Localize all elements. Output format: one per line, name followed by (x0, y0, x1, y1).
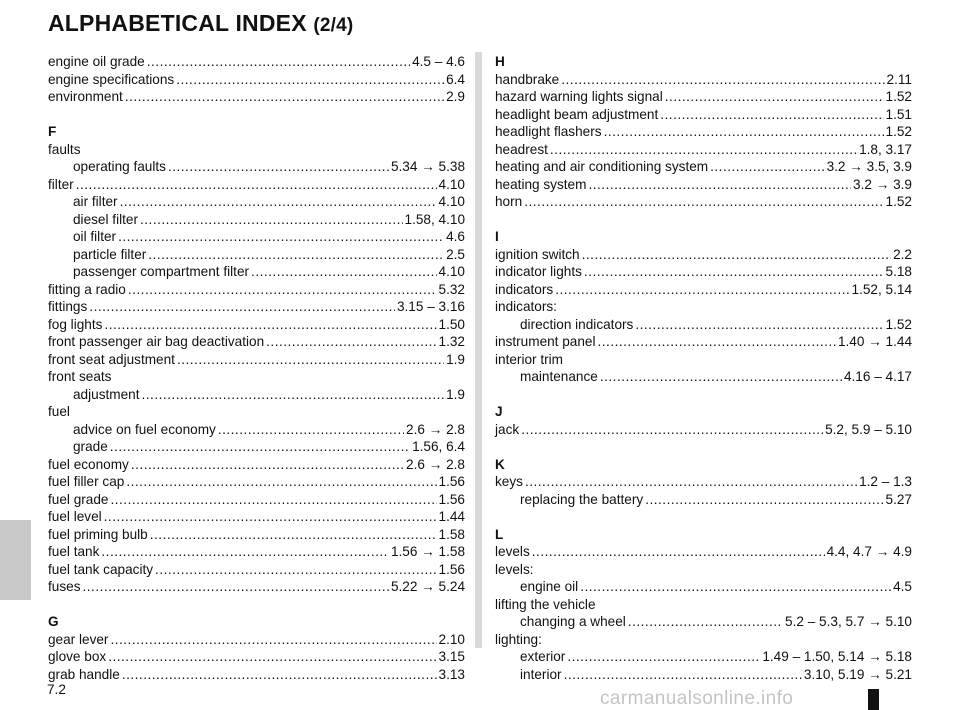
page-reference: 4.10 (438, 194, 465, 209)
index-term: levels: (495, 561, 534, 577)
index-subentry[interactable] (48, 263, 465, 281)
page-reference: 1.58 (438, 526, 465, 542)
index-term: levels (495, 544, 530, 559)
page-reference: 1.8, 3.17 (859, 141, 912, 157)
dot-leader (645, 491, 883, 509)
page-reference: 1.58, 4.10 (404, 211, 465, 227)
index-term: direction indicators (520, 316, 634, 332)
page-reference: 1.52 (885, 89, 912, 104)
page-reference: 3.2 → 3.5, 3.9 (826, 159, 912, 174)
page-reference: 5.32 (438, 281, 465, 297)
page-reference: 4.6 (446, 229, 465, 244)
page-reference: 3.13 (438, 666, 465, 682)
page-reference: 1.52 (885, 194, 912, 209)
page-reference: 1.9 (446, 386, 465, 402)
index-term: fuel tank (48, 544, 100, 559)
index-heading (495, 561, 912, 579)
index-term: air filter (73, 194, 118, 209)
index-entry[interactable] (495, 141, 912, 159)
dot-leader (147, 53, 410, 71)
section-letter: J (495, 404, 503, 419)
dot-leader (550, 141, 857, 159)
index-term: jack (495, 421, 520, 437)
section-tab (0, 520, 31, 600)
index-term: gear lever (48, 631, 109, 647)
dot-leader (131, 456, 404, 474)
spacer (495, 438, 912, 456)
index-term: environment (48, 89, 123, 104)
dot-leader (660, 106, 883, 124)
index-entry[interactable] (495, 281, 912, 299)
spacer (48, 106, 465, 124)
dot-leader (628, 613, 783, 631)
dot-leader (584, 263, 884, 281)
dot-leader (524, 193, 883, 211)
index-term: grade (73, 439, 108, 454)
page-reference: 3.15 (438, 649, 465, 664)
index-heading (495, 596, 912, 614)
page-reference: 1.52, 5.14 (851, 281, 912, 297)
page-reference: 1.56 (438, 561, 465, 577)
page-reference: 2.9 (446, 89, 465, 104)
page-reference: 5.34 → 5.38 (390, 159, 465, 174)
spacer (495, 386, 912, 404)
page-reference: 1.51 (885, 106, 912, 122)
index-term: fittings (48, 299, 88, 314)
title-page-indicator: (2/4) (313, 15, 354, 36)
index-subentry[interactable] (495, 368, 912, 386)
index-term: fuel grade (48, 491, 109, 507)
section-letter: H (495, 54, 505, 69)
index-entry[interactable] (48, 648, 465, 666)
index-entry[interactable] (48, 473, 465, 491)
dot-leader (120, 193, 437, 211)
dot-leader (122, 666, 437, 684)
dot-leader (266, 333, 436, 351)
dot-leader (101, 543, 389, 561)
section-letter: K (495, 456, 505, 472)
index-entry[interactable] (495, 473, 912, 491)
index-entry[interactable] (495, 176, 912, 194)
index-entry[interactable] (48, 333, 465, 351)
dot-leader (665, 88, 884, 106)
index-term: handbrake (495, 71, 560, 87)
index-subentry[interactable] (48, 211, 465, 229)
page-reference: 5.2, 5.9 – 5.10 (825, 421, 912, 437)
index-entry[interactable] (48, 631, 465, 649)
index-heading (48, 403, 465, 421)
page-reference: 6.4 (446, 71, 465, 87)
dot-leader (110, 438, 410, 456)
dot-leader (104, 508, 437, 526)
index-term: fuel tank capacity (48, 561, 154, 577)
dot-leader (168, 158, 389, 176)
dot-leader (110, 631, 436, 649)
section-letter: L (495, 526, 504, 542)
index-entry[interactable] (495, 333, 912, 351)
index-entry[interactable] (48, 281, 465, 299)
dot-leader (218, 421, 404, 439)
index-term: indicators (495, 281, 554, 297)
dot-leader (600, 368, 842, 386)
index-column-left (48, 53, 465, 683)
dot-leader (588, 176, 851, 194)
index-entry[interactable] (495, 71, 912, 89)
dot-leader (177, 351, 444, 369)
index-entry[interactable] (495, 543, 912, 561)
index-term: oil filter (73, 229, 117, 244)
dot-leader (104, 316, 436, 334)
page-reference: 1.56 (438, 491, 465, 507)
index-term: fuel level (48, 509, 102, 524)
index-term: hazard warning lights signal (495, 89, 663, 104)
page-reference: 2.5 (446, 246, 465, 262)
page-reference: 2.10 (438, 631, 465, 647)
index-entry[interactable] (48, 561, 465, 579)
dot-leader (126, 473, 436, 491)
index-term: engine oil (520, 579, 579, 594)
page-reference: 1.9 (446, 351, 465, 367)
index-term: headrest (495, 141, 548, 157)
page-reference: 1.52 (885, 316, 912, 332)
index-subentry[interactable] (48, 421, 465, 439)
dot-leader (148, 246, 444, 264)
index-entry[interactable] (48, 543, 465, 561)
spacer (495, 211, 912, 229)
page-reference: 4.5 – 4.6 (412, 54, 465, 69)
index-entry[interactable] (495, 123, 912, 141)
index-subentry[interactable] (48, 228, 465, 246)
index-entry[interactable] (48, 53, 465, 71)
index-term: interior trim (495, 351, 563, 367)
page-reference: 2.6 → 2.8 (406, 456, 465, 472)
page-reference: 1.56, 6.4 (412, 439, 465, 454)
section-letter: F (48, 124, 57, 139)
index-term: advice on fuel economy (73, 421, 216, 437)
index-entry[interactable] (48, 456, 465, 474)
index-term: indicator lights (495, 264, 582, 279)
index-term: keys (495, 474, 523, 489)
dot-leader (89, 298, 395, 316)
index-term: fuel filler cap (48, 474, 125, 489)
index-term: adjustment (73, 386, 140, 402)
index-subentry[interactable] (48, 246, 465, 264)
index-subentry[interactable] (495, 491, 912, 509)
index-term: passenger compartment filter (73, 264, 250, 279)
index-term: horn (495, 194, 523, 209)
dot-leader (561, 71, 884, 89)
page-reference: 2.11 (886, 71, 912, 87)
index-entry[interactable] (48, 71, 465, 89)
index-term: ignition switch (495, 246, 580, 262)
index-entry[interactable] (48, 666, 465, 684)
page-reference: 5.22 → 5.24 (390, 579, 465, 594)
index-term: lighting: (495, 631, 542, 647)
index-term: changing a wheel (520, 614, 626, 629)
index-term: headlight flashers (495, 124, 602, 139)
index-entry[interactable] (48, 351, 465, 369)
index-heading (48, 141, 465, 159)
index-subentry[interactable] (495, 666, 912, 684)
index-term: maintenance (520, 369, 598, 384)
index-term: engine oil grade (48, 54, 145, 69)
index-term: particle filter (73, 246, 147, 262)
index-term: faults (48, 141, 81, 157)
index-term: engine specifications (48, 71, 175, 87)
page-reference: 1.44 (438, 509, 465, 524)
dot-leader (110, 491, 436, 509)
index-term: fuel priming bulb (48, 526, 148, 542)
page-reference: 3.2 → 3.9 (853, 176, 912, 192)
index-subentry[interactable] (495, 578, 912, 596)
index-entry[interactable] (48, 578, 465, 596)
page-reference: 1.56 (438, 474, 465, 489)
index-term: fitting a radio (48, 281, 126, 297)
index-term: front seats (48, 369, 112, 384)
watermark: carmanualsonline.info (600, 688, 794, 709)
section-letter: I (495, 229, 499, 244)
dot-leader (155, 561, 436, 579)
dot-leader (83, 578, 389, 596)
column-divider (475, 52, 482, 648)
page-reference: 5.27 (885, 491, 912, 507)
page-reference: 1.40 → 1.44 (837, 334, 912, 349)
index-subentry[interactable] (495, 316, 912, 334)
spacer (48, 596, 465, 614)
index-heading (48, 368, 465, 386)
page-reference: 5.2 – 5.3, 5.7 → 5.10 (785, 614, 912, 629)
page-reference: 1.50 (438, 316, 465, 332)
section-letter: G (48, 614, 59, 629)
page-reference: 1.52 (885, 124, 912, 139)
index-term: front passenger air bag deactivation (48, 334, 265, 349)
index-entry[interactable] (48, 176, 465, 194)
dot-leader (108, 648, 436, 666)
index-term: diesel filter (73, 211, 138, 227)
index-entry[interactable] (495, 193, 912, 211)
dot-leader (251, 263, 436, 281)
page-reference: 3.15 – 3.16 (396, 299, 465, 314)
dot-leader (555, 281, 849, 299)
page-reference: 4.10 (438, 176, 465, 192)
index-entry[interactable] (48, 298, 465, 316)
index-heading (495, 351, 912, 369)
index-term: fog lights (48, 316, 103, 332)
page-reference: 1.49 – 1.50, 5.14 → 5.18 (762, 649, 912, 664)
dot-leader (521, 421, 823, 439)
dot-leader (582, 246, 891, 264)
dot-leader (580, 578, 891, 596)
index-term: fuel economy (48, 456, 129, 472)
dot-leader (150, 526, 437, 544)
spacer (495, 508, 912, 526)
index-entry[interactable] (495, 263, 912, 281)
index-term: fuses (48, 579, 81, 594)
dot-leader (176, 71, 444, 89)
dot-leader (598, 333, 836, 351)
page-reference: 2.2 (893, 246, 912, 262)
dot-leader (125, 88, 444, 106)
dot-leader (532, 543, 825, 561)
index-term: grab handle (48, 666, 120, 682)
page-title (48, 10, 353, 37)
page-reference: 4.4, 4.7 → 4.9 (826, 544, 912, 559)
index-term: headlight beam adjustment (495, 106, 659, 122)
dot-leader (142, 386, 445, 404)
page-reference: 1.32 (438, 334, 465, 349)
index-entry[interactable] (495, 421, 912, 439)
page-reference: 3.10, 5.19 → 5.21 (803, 666, 912, 682)
corner-mark (868, 689, 879, 710)
index-subentry[interactable] (495, 613, 912, 631)
index-term: fuel (48, 404, 70, 419)
page-reference: 5.18 (885, 264, 912, 279)
index-heading (495, 631, 912, 649)
index-subentry[interactable] (48, 386, 465, 404)
dot-leader (564, 666, 802, 684)
index-entry[interactable] (48, 316, 465, 334)
page-reference: 2.6 → 2.8 (406, 421, 465, 437)
index-entry[interactable] (48, 491, 465, 509)
index-column-right (495, 53, 912, 683)
index-term: indicators: (495, 299, 557, 314)
index-subentry[interactable] (495, 648, 912, 666)
dot-leader (525, 473, 857, 491)
dot-leader (567, 648, 760, 666)
index-term: glove box (48, 649, 107, 664)
index-term: lifting the vehicle (495, 596, 596, 612)
index-term: exterior (520, 649, 566, 664)
index-subentry[interactable] (48, 158, 465, 176)
index-entry[interactable] (495, 246, 912, 264)
dot-leader (635, 316, 883, 334)
index-term: heating system (495, 176, 587, 192)
index-term: replacing the battery (520, 491, 644, 507)
index-term: interior (520, 666, 562, 682)
dot-leader (118, 228, 444, 246)
index-term: operating faults (73, 159, 166, 174)
dot-leader (710, 158, 824, 176)
index-entry[interactable] (495, 88, 912, 106)
index-entry[interactable] (495, 158, 912, 176)
index-entry[interactable] (48, 508, 465, 526)
dot-leader (76, 176, 437, 194)
index-entry[interactable] (48, 88, 465, 106)
page-reference: 4.16 – 4.17 (843, 369, 912, 384)
page-number: 7.2 (47, 682, 66, 697)
index-term: filter (48, 176, 74, 192)
index-term: heating and air conditioning system (495, 159, 709, 174)
index-heading (495, 298, 912, 316)
index-entry[interactable] (495, 106, 912, 124)
index-term: front seat adjustment (48, 351, 175, 367)
dot-leader (140, 211, 403, 229)
page-reference: 1.56 → 1.58 (390, 544, 465, 559)
index-term: instrument panel (495, 334, 596, 349)
index-entry[interactable] (48, 526, 465, 544)
dot-leader (604, 123, 884, 141)
index-subentry[interactable] (48, 438, 465, 456)
page-reference: 4.5 (893, 579, 912, 594)
page-reference: 4.10 (438, 264, 465, 279)
index-subentry[interactable] (48, 193, 465, 211)
page-reference: 1.2 – 1.3 (859, 474, 912, 489)
dot-leader (128, 281, 437, 299)
title-text: ALPHABETICAL INDEX (48, 10, 314, 36)
